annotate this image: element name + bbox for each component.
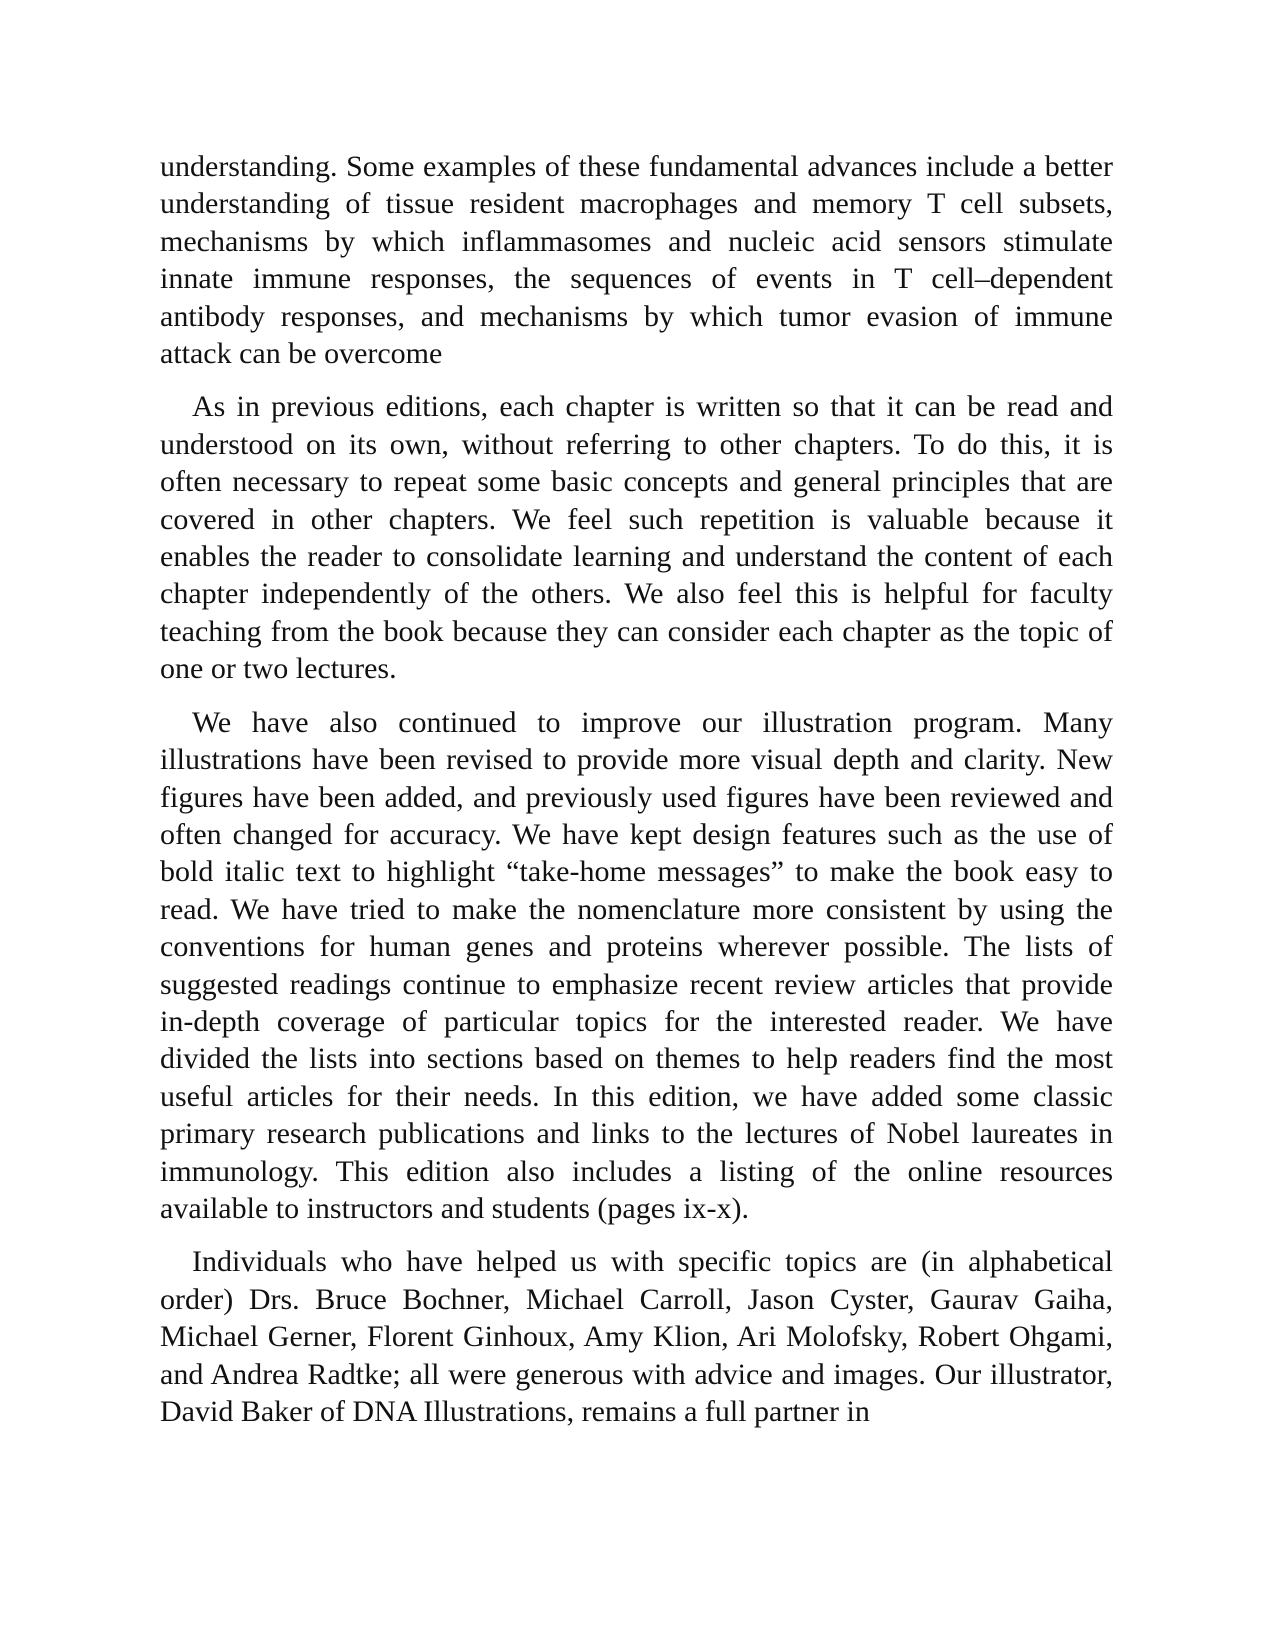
paragraph-continuation: understanding. Some examples of these fundamental advances include a better understanding of tissue resident macrophages and memory T cell subsets, mechanisms by which inflammasomes and nucleic acid sensors stimulate innate immune responses, the sequences of events in T cell–dependent antibody responses, and mechanisms by which tumor evasion of immune attack can be overcome bbox=[160, 150, 1113, 371]
paragraph-chapter-structure: As in previous editions, each chapter is written so that it can be read and understood on its own, without referring to other chapters. To do this, it is often necessary to repeat some basic concepts and general principles that are covered in other chapters. We feel such repetition is valuable because it enables the reader to consolidate learning and understand the content of each chapter independently of the others. We also feel this is helpful for faculty teaching from the book because they can consider each chapter as the topic of one or two lectures. bbox=[160, 390, 1113, 686]
paragraph-acknowledgments: Individuals who have helped us with specific topics are (in alphabetical order) Drs. Bruce Bochner, Michael Carroll, Jason Cyster, Gaurav Gaiha, Michael Gerner, Florent Ginhoux, Amy Klion, Ari Molofsky, Robert Ohgami, and Andrea Radtke; all were generous with advice and images. Our illustrator, David Baker of DNA Illustrations, remains a full partner in bbox=[160, 1245, 1113, 1428]
paragraph-illustration-program: We have also continued to improve our illustration program. Many illustrations have been revised to provide more visual depth and clarity. New figures have been added, and previously used figures have been reviewed and often changed for accuracy. We have kept design features such as the use of bold italic text to highlight “take-home messages” to make the book easy to read. We have tried to make the nomenclature more consistent by using the conventions for human genes and proteins wherever possible. The lists of suggested readings continue to emphasize recent review articles that provide in-depth coverage of particular topics for the interested reader. We have divided the lists into sections based on themes to help readers find the most useful articles for their needs. In this edition, we have added some classic primary research publications and links to the lectures of Nobel laureates in immunology. This edition also includes a listing of the online resources available to instructors and students (pages ix-x). bbox=[160, 705, 1113, 1225]
document-page bbox=[160, 148, 1113, 1446]
